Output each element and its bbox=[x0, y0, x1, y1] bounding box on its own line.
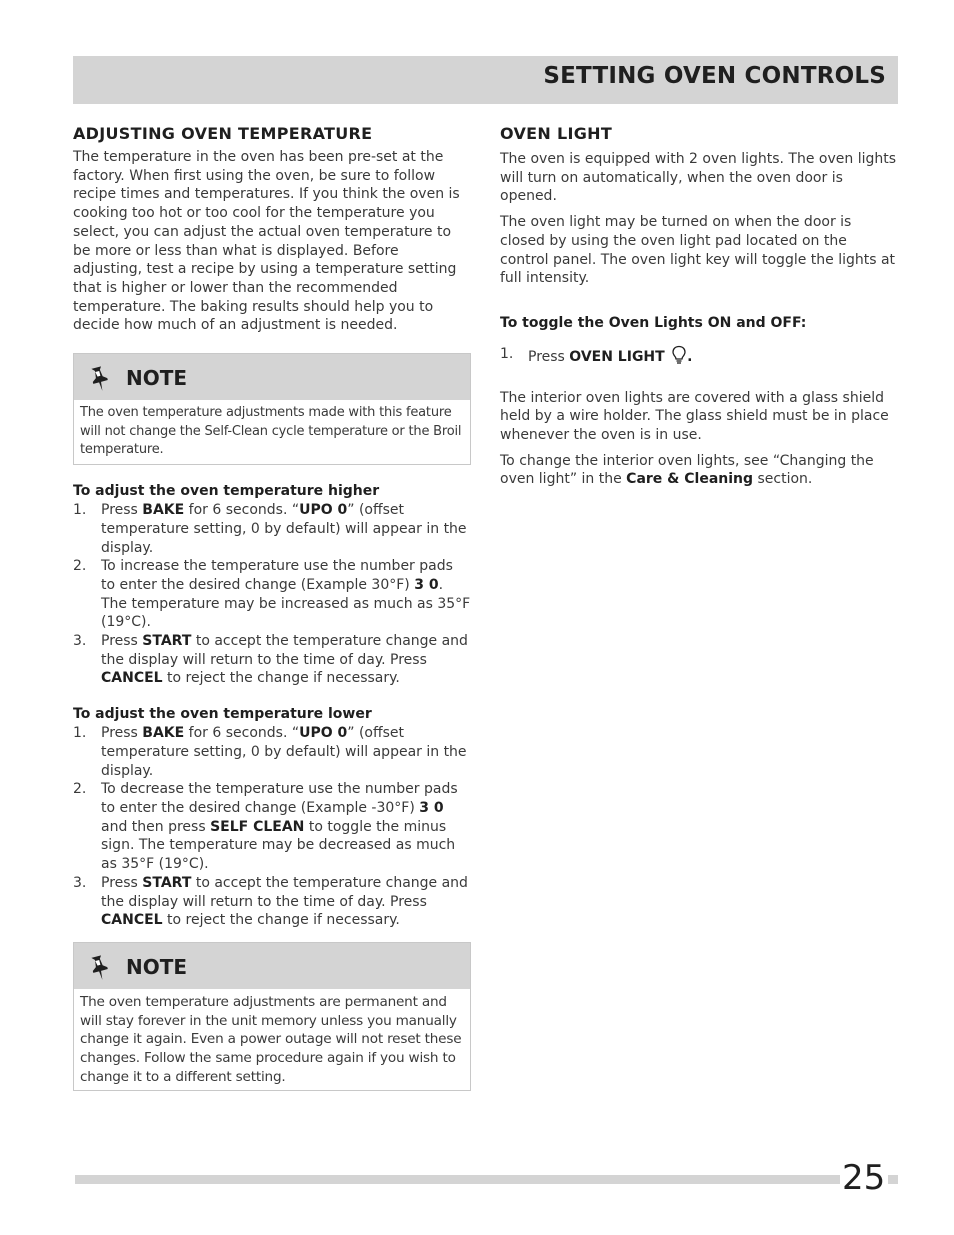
steps-higher bbox=[73, 501, 471, 688]
light-bulb-icon bbox=[671, 345, 687, 365]
list-item: 2. To increase the temperature use the number pads to enter the desired change (Example 30°F) 3 0. The temperature may be increased as much as 35°F (19°C). bbox=[73, 558, 471, 631]
oven-light-paragraph-3: The interior oven lights are covered with a glass shield held by a wire holder. The glass shield must be in place whenever the oven is in use. bbox=[500, 389, 889, 444]
section-heading-temperature: ADJUSTING OVEN TEMPERATURE bbox=[73, 124, 373, 143]
note-box-1 bbox=[73, 353, 471, 465]
step-number: 1. bbox=[500, 345, 514, 362]
section-heading-oven-light: OVEN LIGHT bbox=[500, 124, 613, 143]
step-number: 2. bbox=[73, 781, 87, 798]
pushpin-icon bbox=[89, 364, 111, 392]
note-header bbox=[74, 943, 470, 989]
note-header bbox=[74, 354, 470, 400]
list-item: 2. To decrease the temperature use the number pads to enter the desired change (Example -30°F) 3 0 and then press SELF CLEAN to toggle the minus sign. The temperature may be decreased as much as 35°F (19°C). bbox=[73, 781, 458, 873]
oven-light-paragraph-2: The oven light may be turned on when the door is closed by using the oven light pad located on the control panel. The oven light key will toggle the lights at full intensity. bbox=[500, 214, 896, 287]
list-item: 1. Press OVEN LIGHT . bbox=[500, 345, 693, 365]
note-label: NOTE bbox=[126, 954, 188, 979]
header-bar bbox=[73, 56, 898, 104]
left-column bbox=[73, 124, 471, 1091]
footer-bar bbox=[75, 1175, 840, 1184]
steps-lower bbox=[73, 724, 471, 930]
subheading-higher: To adjust the oven temperature higher bbox=[73, 483, 380, 500]
pushpin-icon bbox=[89, 953, 111, 981]
list-item: 3. Press START to accept the temperature change and the display will return to the time of day. Press CANCEL to reject the change if necessary. bbox=[73, 633, 468, 687]
subheading-toggle: To toggle the Oven Lights ON and OFF: bbox=[500, 314, 807, 331]
list-item: 1. Press BAKE for 6 seconds. “UPO 0” (offset temperature setting, 0 by default) will appear in the display. bbox=[73, 725, 467, 779]
list-item: 3. Press START to accept the temperature change and the display will return to the time of day. Press CANCEL to reject the change if necessary. bbox=[73, 874, 468, 929]
note-label: NOTE bbox=[126, 366, 188, 391]
steps-toggle bbox=[500, 345, 898, 367]
step-number: 3. bbox=[73, 633, 87, 650]
oven-light-paragraph-4: To change the interior oven lights, see “Changing the oven light” in the Care & Cleaning section. bbox=[500, 452, 874, 488]
page-number: 25 bbox=[842, 1158, 886, 1198]
step-number: 1. bbox=[73, 725, 87, 742]
note-text: The oven temperature adjustments made with this feature will not change the Self-Clean cycle temperature or the Broil temperature. bbox=[80, 405, 462, 458]
footer-bar-end bbox=[888, 1175, 898, 1184]
step-number: 3. bbox=[73, 874, 87, 891]
oven-light-paragraph-1: The oven is equipped with 2 oven lights. The oven lights will turn on automatically, when the oven door is opened. bbox=[500, 151, 897, 205]
page-title: SETTING OVEN CONTROLS bbox=[543, 63, 886, 89]
right-column bbox=[500, 124, 898, 496]
subheading-lower: To adjust the oven temperature lower bbox=[73, 706, 372, 723]
note-text: The oven temperature adjustments are permanent and will stay forever in the unit memory unless you manually change it again. Even a power outage will not reset these changes. Follow the same procedure again if you wish to change it to a different setting. bbox=[80, 993, 462, 1085]
intro-paragraph: The temperature in the oven has been pre-set at the factory. When first using the oven, be sure to follow recipe times and temperatures. If you think the oven is cooking too hot or too cool for the temperature you select, you can adjust the actual oven temperature to be more or less than what is displayed. Before adjusting, test a recipe by using a temperature setting that is higher or lower than the recommended temperature. The baking results should help you to decide how much of an adjustment is needed. bbox=[73, 149, 460, 334]
note-box-2 bbox=[73, 942, 471, 1092]
step-number: 1. bbox=[73, 502, 87, 519]
step-number: 2. bbox=[73, 558, 87, 575]
list-item: 1. Press BAKE for 6 seconds. “UPO 0” (offset temperature setting, 0 by default) will appear in the display. bbox=[73, 502, 467, 556]
